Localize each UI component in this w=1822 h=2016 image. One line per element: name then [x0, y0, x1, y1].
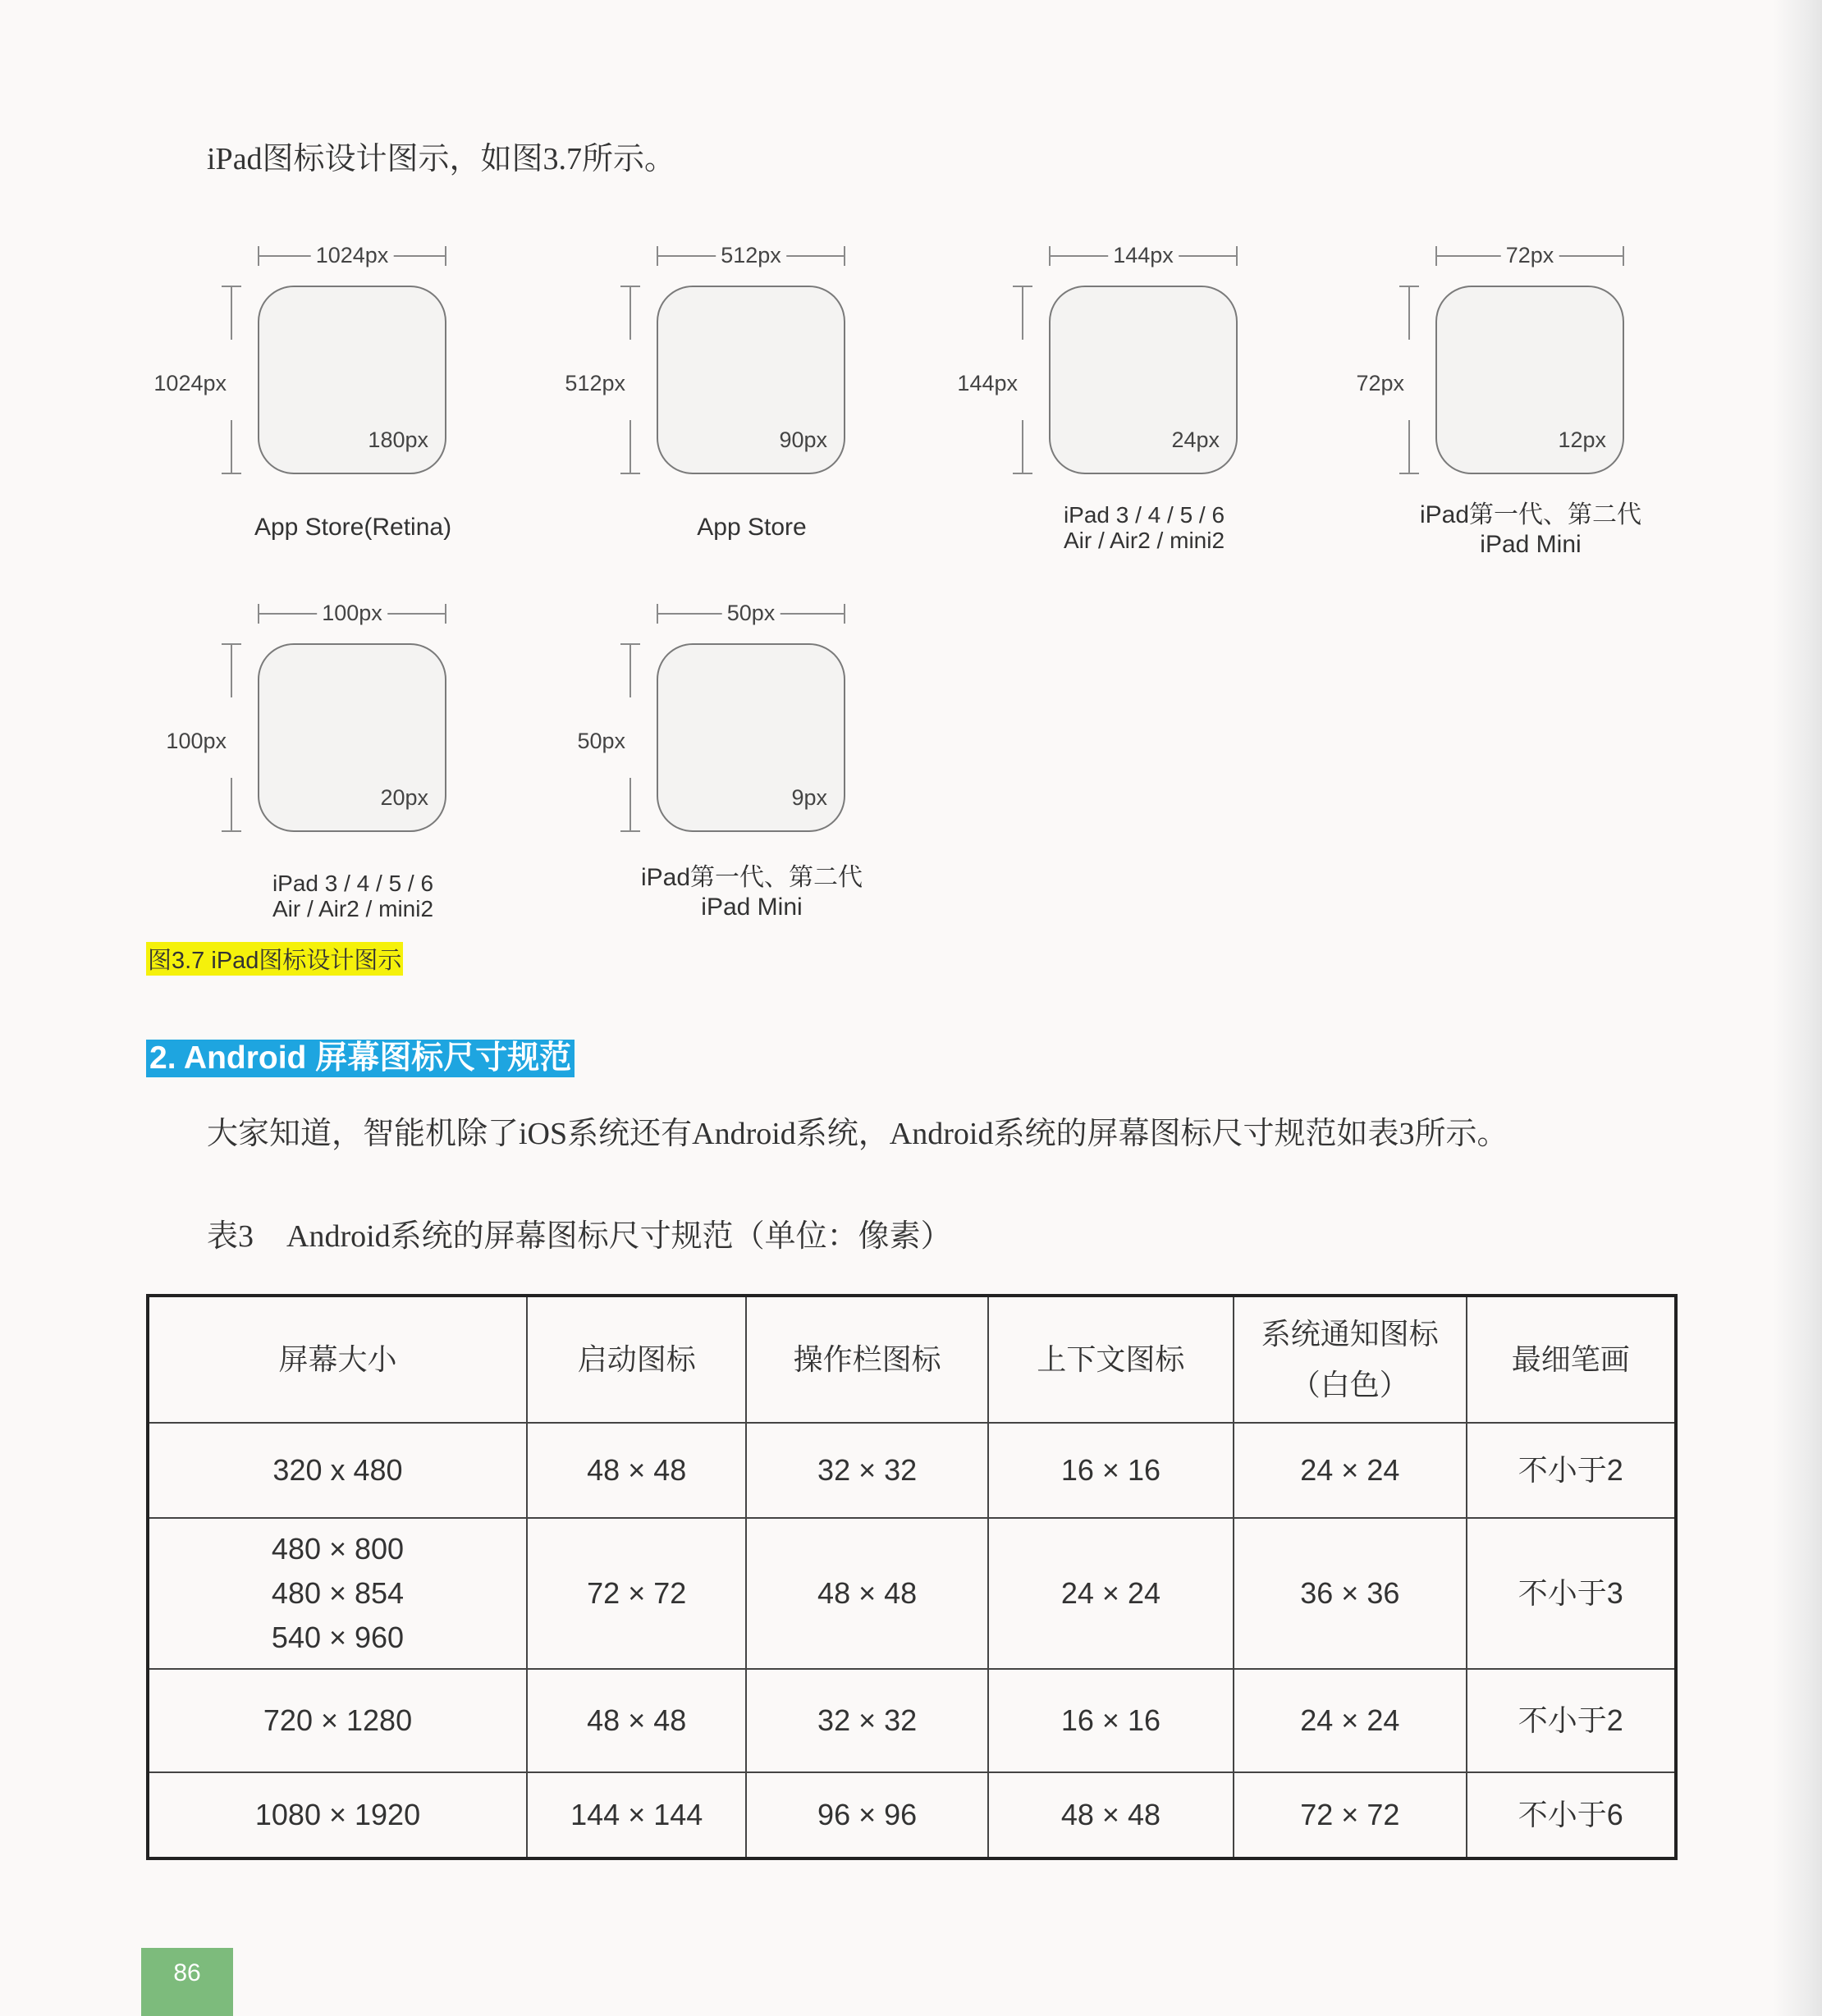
table-cell: 48 × 48: [988, 1772, 1234, 1858]
page-edge-shadow: [1773, 0, 1822, 2016]
width-label: 144px: [1108, 243, 1179, 268]
header-cell: 最细笔画: [1467, 1296, 1676, 1423]
table-cell: 1080 × 1920: [148, 1772, 527, 1858]
icon-caption: [205, 871, 501, 922]
table-row: [148, 1669, 1676, 1772]
height-label: 144px: [957, 371, 1018, 395]
table-header-row: [148, 1296, 1676, 1423]
table-row: [148, 1772, 1676, 1858]
caption-line: iPad 3 / 4 / 5 / 6: [272, 871, 434, 896]
height-label: 512px: [565, 371, 625, 395]
table-cell: 不小于6: [1467, 1772, 1676, 1858]
width-dimension: [258, 243, 446, 267]
table-cell: 24 × 24: [988, 1518, 1234, 1669]
table-cell: 48 × 48: [527, 1423, 746, 1518]
cell-line: 480 × 854: [271, 1576, 405, 1610]
body-paragraph: 大家知道，智能机除了iOS系统还有Android系统，Android系统的屏幕图标尺寸规范如表3所示。: [207, 1117, 1508, 1151]
height-label: 100px: [166, 729, 227, 753]
table-cell: 不小于2: [1467, 1669, 1676, 1772]
height-label: 50px: [577, 729, 625, 753]
caption-line: Air / Air2 / mini2: [272, 895, 434, 921]
caption-line: iPad第一代、第二代: [1419, 501, 1642, 528]
table-row: [148, 1518, 1676, 1669]
table-cell: 不小于2: [1467, 1423, 1676, 1518]
table-cell: 72 × 72: [527, 1518, 746, 1669]
table-cell: 16 × 16: [988, 1669, 1234, 1772]
icon-caption: [996, 503, 1292, 554]
icon-caption: [1383, 501, 1678, 560]
width-dimension: [1049, 243, 1238, 267]
table-cell: 48 × 48: [746, 1518, 987, 1669]
table-cell: 720 × 1280: [148, 1669, 527, 1772]
width-dimension: [258, 601, 446, 625]
intro-text: iPad图标设计图示，如图3.7所示。: [207, 142, 676, 176]
table-title-text: Android系统的屏幕图标尺寸规范（单位：像素）: [286, 1219, 952, 1254]
table-cell: 48 × 48: [527, 1669, 746, 1772]
caption-line: iPad第一代、第二代: [640, 864, 863, 891]
header-cell: 上下文图标: [988, 1296, 1234, 1423]
width-dimension: [657, 601, 845, 625]
corner-radius-label: 24px: [1171, 427, 1220, 452]
width-dimension: [1435, 243, 1624, 267]
icon-spec-3: [939, 162, 1284, 553]
table-cell: 72 × 72: [1234, 1772, 1466, 1858]
height-label: 1024px: [153, 371, 227, 395]
cell-line: 480 × 800: [271, 1532, 405, 1566]
icon-spec-5: [148, 520, 492, 921]
icon-spec-4: [1325, 162, 1670, 558]
icon-spec-1: [148, 162, 492, 541]
width-label: 100px: [317, 601, 387, 626]
table-number: 表3: [207, 1219, 254, 1254]
icon-size-table: [146, 1294, 1678, 1860]
width-label: 72px: [1501, 243, 1559, 268]
header-cell: 屏幕大小: [148, 1296, 527, 1423]
caption-line: App Store: [697, 514, 807, 541]
header-cell-line: 系统通知图标: [1261, 1317, 1439, 1351]
figure-caption: 图3.7 iPad图标设计图示: [146, 942, 403, 976]
table-cell: 24 × 24: [1234, 1423, 1466, 1518]
table-cell: 16 × 16: [988, 1423, 1234, 1518]
caption-line: App Store(Retina): [254, 514, 452, 541]
caption-line: iPad 3 / 4 / 5 / 6: [1063, 502, 1225, 528]
table-cell: 32 × 32: [746, 1423, 987, 1518]
corner-radius-label: 90px: [779, 427, 827, 452]
table-row: [148, 1423, 1676, 1518]
width-label: 512px: [716, 243, 786, 268]
corner-radius-label: 9px: [791, 785, 827, 810]
page-number: 86: [141, 1948, 233, 2016]
corner-radius-label: 180px: [368, 427, 428, 452]
table-title: [207, 1210, 952, 1255]
width-label: 50px: [722, 601, 781, 626]
section-heading: 2. Android 屏幕图标尺寸规范: [146, 1040, 575, 1077]
width-dimension: [657, 243, 845, 267]
rounded-icon-shape: [657, 286, 845, 474]
rounded-icon-shape: [258, 286, 446, 474]
table-cell: 不小于3: [1467, 1518, 1676, 1669]
width-label: 1024px: [311, 243, 394, 268]
icon-caption: [604, 863, 900, 922]
table-cell: 320 x 480: [148, 1423, 527, 1518]
rounded-icon-shape: [1435, 286, 1624, 474]
table-cell: [148, 1518, 527, 1669]
rounded-icon-shape: [657, 643, 845, 832]
height-label: 72px: [1356, 371, 1404, 395]
table-cell: 144 × 144: [527, 1772, 746, 1858]
corner-radius-label: 20px: [380, 785, 428, 810]
caption-line: iPad Mini: [1480, 531, 1582, 558]
header-cell: 启动图标: [527, 1296, 746, 1423]
rounded-icon-shape: [1049, 286, 1238, 474]
header-cell: 操作栏图标: [746, 1296, 987, 1423]
table-cell: 32 × 32: [746, 1669, 987, 1772]
caption-line: iPad Mini: [701, 894, 803, 921]
table-cell: 36 × 36: [1234, 1518, 1466, 1669]
icon-spec-2: [547, 162, 891, 541]
header-cell-subline: （白色）: [1290, 1368, 1409, 1401]
corner-radius-label: 12px: [1558, 427, 1606, 452]
header-cell: [1234, 1296, 1466, 1423]
table-cell: 96 × 96: [746, 1772, 987, 1858]
caption-line: Air / Air2 / mini2: [1063, 527, 1225, 553]
cell-line: 540 × 960: [271, 1621, 405, 1654]
table-cell: 24 × 24: [1234, 1669, 1466, 1772]
icon-spec-6: [547, 520, 891, 921]
rounded-icon-shape: [258, 643, 446, 832]
